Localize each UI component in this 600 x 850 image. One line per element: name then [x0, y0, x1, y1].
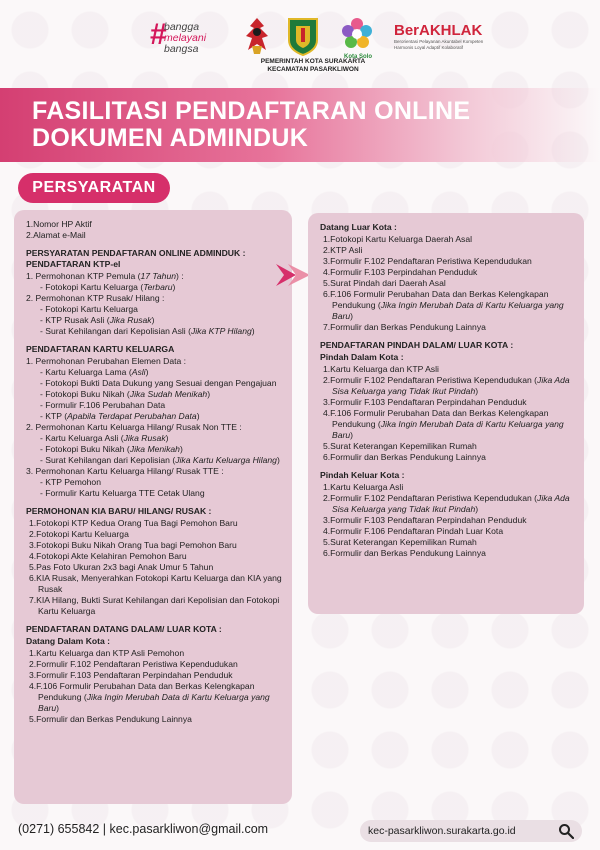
hash-symbol: #	[150, 18, 167, 51]
list-item: 6.KIA Rusak, Menyerahkan Fotokopi Kartu Keluarga dan KIA yang Rusak	[29, 573, 282, 594]
section-label-persyaratan: PERSYARATAN	[18, 173, 170, 203]
kk-heading: PENDAFTARAN KARTU KELUARGA	[26, 344, 175, 354]
government-label: PEMERINTAH KOTA SURAKARTA KECAMATAN PASARKLIWON	[260, 58, 366, 73]
berakhlak-logo	[394, 22, 504, 50]
list-item: 5.Pas Foto Ukuran 2x3 bagi Anak Umur 5 Tahun	[29, 562, 214, 572]
wayang-emblem-icon	[240, 16, 274, 56]
website-url-bar[interactable]	[360, 820, 582, 842]
list-item: 4.Formulir F.103 Perpindahan Penduduk	[323, 267, 478, 277]
bangga-melayani-bangsa-logo	[150, 20, 230, 70]
search-icon	[558, 823, 574, 839]
pindah-heading: PENDAFTARAN PINDAH DALAM/ LUAR KOTA :	[320, 340, 514, 350]
contact-info: (0271) 655842 | kec.pasarkliwon@gmail.com	[18, 822, 269, 836]
logo-header	[150, 14, 590, 82]
list-item: 3.Fotokopi Buku Nikah Orang Tua bagi Pemohon Baru	[29, 540, 237, 550]
ktp-heading: PERSYARATAN PENDAFTARAN ONLINE ADMINDUK : PENDAFTARAN KTP-el	[26, 248, 246, 269]
pindah-luar-heading: Pindah Keluar Kota :	[320, 470, 405, 480]
ktp-section: PERSYARATAN PENDAFTARAN ONLINE ADMINDUK : PENDAFTARAN KTP-el 1. Permohonan KTP Pemula (17 Tahun) : - Fotokopi Kartu Keluarga (Terbaru) 2. Permohonan KTP Rusak/ Hilang : - Fotokopi Kartu Keluarga - KTP Rusak Asli (Jika Rusak) - Surat Kehilangan dari Kepolisian Asli (Jika KTP Hilang)	[26, 248, 282, 337]
datang-luar-heading: Datang Luar Kota :	[320, 222, 397, 232]
melayani-word: melayani	[164, 32, 207, 44]
title-banner	[0, 88, 600, 162]
pindah-luar-section: Pindah Keluar Kota : 1.Kartu Keluarga Asli 2.Formulir F.102 Pendaftaran Peristiwa Kependudukan (Jika Ada Sisa Keluarga yang Tidak Ikut Pindah) 3.Formulir F.103 Pendaftaran Perpindahan Penduduk 4.Formulir F.106 Pendaftaran Pindah Luar Kota 5.Surat Keterangan Kepemilikan Rumah 6.Formulir dan Berkas Pendukung Lainnya	[320, 470, 574, 559]
list-item: 2.KTP Asli	[323, 245, 363, 255]
datang-heading: PENDAFTARAN DATANG DALAM/ LUAR KOTA :	[26, 624, 222, 634]
page-title: FASILITASI PENDAFTARAN ONLINE DOKUMEN ADMINDUK	[32, 97, 471, 152]
kota-solo-flower-icon	[340, 16, 374, 56]
list-item: 3.Formulir F.102 Pendaftaran Peristiwa Kependudukan	[323, 256, 532, 266]
list-item: 5.Surat Pindah dari Daerah Asal	[323, 278, 446, 288]
datang-dalam-heading: Datang Dalam Kota :	[26, 636, 111, 646]
list-item: 7.KIA Hilang, Bukti Surat Kehilangan dari Kepolisian dan Fotokopi Kartu Keluarga	[29, 595, 280, 616]
website-url: kec-pasarkliwon.surakarta.go.id	[368, 825, 516, 837]
berakhlak-word: BerAKHLAK	[394, 22, 483, 39]
pindah-dalam-heading: Pindah Dalam Kota :	[320, 352, 404, 362]
bangsa-word: bangsa	[164, 43, 199, 55]
kia-section	[26, 506, 282, 617]
basic-requirements: 1.Nomor HP Aktif 2.Alamat e-Mail	[26, 219, 92, 240]
list-item: 4.Fotokopi Akte Kelahiran Pemohon Baru	[29, 551, 187, 561]
kia-heading: PERMOHONAN KIA BARU/ HILANG/ RUSAK :	[26, 506, 212, 516]
surakarta-crest-icon	[286, 16, 320, 56]
list-item: 1.Fotokopi KTP Kedua Orang Tua Bagi Pemohon Baru	[29, 518, 238, 528]
list-item: 2.Fotokopi Kartu Keluarga	[29, 529, 129, 539]
bangga-word: bangga	[164, 21, 200, 33]
berakhlak-subtitle: Berorientasi Pelayanan Akuntabel Kompeten Harmonis Loyal Adaptif Kolaboratif	[394, 39, 484, 50]
requirements-panel-right	[308, 213, 584, 614]
list-item: 1.Fotokopi Kartu Keluarga Daerah Asal	[323, 234, 473, 244]
kota-solo-label: Kota Solo	[344, 54, 372, 60]
pindah-section: PENDAFTARAN PINDAH DALAM/ LUAR KOTA : Pindah Dalam Kota : 1.Kartu Keluarga dan KTP Asli 2.Formulir F.102 Pendaftaran Peristiwa Kependudukan (Jika Ada Sisa Keluarga yang Tidak Ikut Pindah) 3.Formulir F.103 Pendaftaran Perpindahan Penduduk 4.F.106 Formulir Perubahan Data dan Berkas Kelengkapan Pendukung (Jika Ingin Merubah Data di Kartu Keluarga yang Baru) 5.Surat Keterangan Kepemilikan Rumah 6.Formulir dan Berkas Pendukung Lainnya	[320, 340, 574, 463]
kk-section: PENDAFTARAN KARTU KELUARGA 1. Permohonan Perubahan Elemen Data : - Kartu Keluarga Lama (Asli) - Fotokopi Bukti Data Dukung yang Sesuai dengan Pengajuan - Fotokopi Buku Nikah (Jika Sudah Menikah) - Formulir F.106 Perubahan Data - KTP (Apabila Terdapat Perubahan Data) 2. Permohonan Kartu Keluarga Hilang/ Rusak Non TTE : - Kartu Keluarga Asli (Jika Rusak) - Fotokopi Buku Nikah (Jika Menikah) - Surat Kehilangan dari Kepolisian (Jika Kartu Keluarga Hilang) 3. Permohonan Kartu Keluarga Hilang/ Rusak TTE : - KTP Pemohon - Formulir Kartu Keluarga TTE Cetak Ulang	[26, 344, 282, 499]
datang-section: PENDAFTARAN DATANG DALAM/ LUAR KOTA : Datang Dalam Kota : 1.Kartu Keluarga dan KTP Asli Pemohon 2.Formulir F.102 Pendaftaran Peristiwa Kependudukan 3.Formulir F.103 Pendaftaran Perpindahan Penduduk 4.F.106 Formulir Perubahan Data dan Berkas Kelengkapan Pendukung (Jika Ingin Merubah Data di Kartu Keluarga yang Baru) 5.Formulir dan Berkas Pendukung Lainnya	[26, 624, 282, 725]
requirements-panel-left	[14, 210, 292, 804]
datang-luar-section: Datang Luar Kota : 1.Fotokopi Kartu Keluarga Daerah Asal 2.KTP Asli 3.Formulir F.102 Pendaftaran Peristiwa Kependudukan 4.Formulir F.103 Perpindahan Penduduk 5.Surat Pindah dari Daerah Asal 6.F.106 Formulir Perubahan Data dan Berkas Kelengkapan Pendukung (Jika Ingin Merubah Data di Kartu Keluarga yang Baru) 7.Formulir dan Berkas Pendukung Lainnya	[320, 222, 574, 333]
